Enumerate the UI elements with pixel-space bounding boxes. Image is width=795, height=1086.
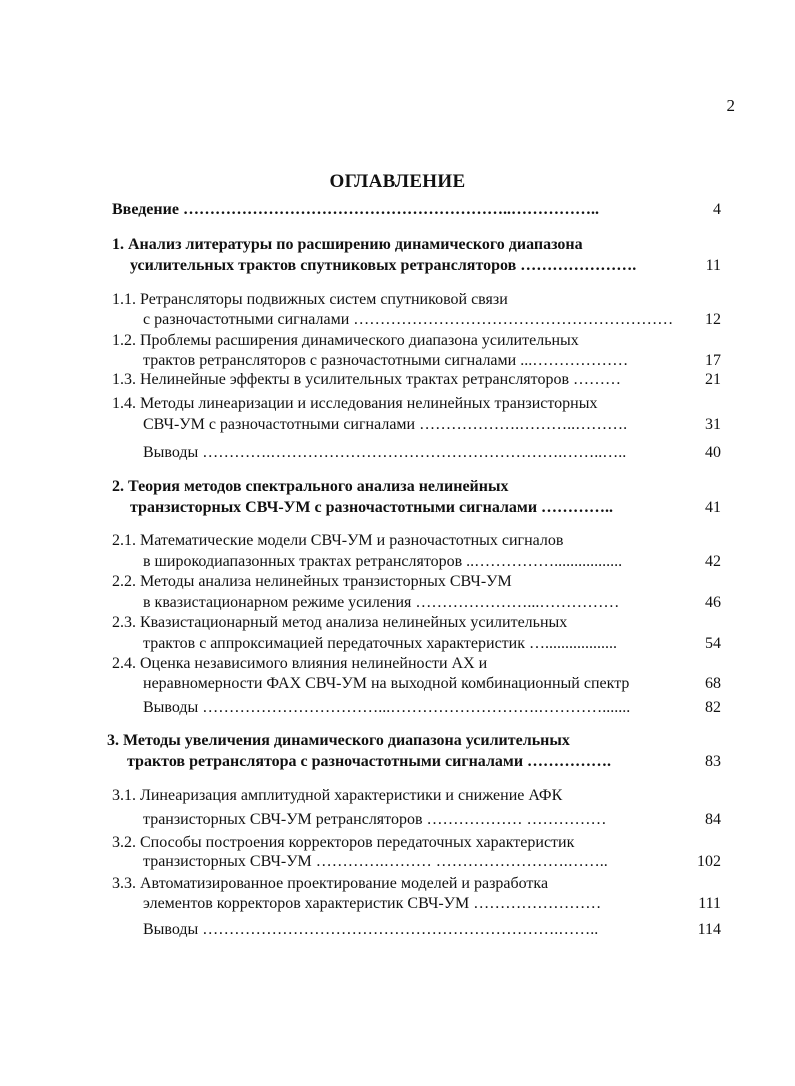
toc-page-number: 4 bbox=[713, 201, 721, 218]
toc-page-number: 102 bbox=[697, 853, 721, 870]
toc-entry-line: транзисторных СВЧ-УМ с разночастотными сигналами ………….. bbox=[130, 499, 614, 516]
toc-page-number: 114 bbox=[697, 921, 721, 938]
toc-page-number: 54 bbox=[705, 635, 721, 652]
toc-entry-line: с разночастотными сигналами …………………………………………………… bbox=[143, 311, 674, 328]
toc-page-number: 84 bbox=[705, 811, 721, 828]
toc-entry-line: транзисторных СВЧ-УМ ………….……… …………………….…….. bbox=[143, 853, 608, 870]
toc-entry-line: в широкодиапазонных трактах ретрансляторов ..……………................. bbox=[143, 553, 623, 570]
toc-page-number: 68 bbox=[705, 675, 721, 692]
toc-entry-line: 3.3. Автоматизированное проектирование моделей и разработка bbox=[112, 875, 549, 892]
toc-page-number: 11 bbox=[705, 257, 721, 274]
toc-page-number: 17 bbox=[705, 352, 721, 369]
toc-page-number: 40 bbox=[705, 444, 721, 461]
toc-entry-line: 3. Методы увеличения динамического диапазона усилительных bbox=[107, 732, 570, 749]
toc-entry-line: трактов с аппроксимацией передаточных характеристик ….................. bbox=[143, 635, 617, 652]
toc-entry-line: элементов корректоров характеристик СВЧ-УМ …………………… bbox=[143, 895, 602, 912]
toc-entry-line: Выводы ………………………………………………………….…….. bbox=[143, 921, 599, 938]
toc-entry-line: Введение ……………………………………………………..…………….. bbox=[112, 201, 599, 218]
toc-entry-line: 2.1. Математические модели СВЧ-УМ и разночастотных сигналов bbox=[112, 532, 564, 549]
toc-entry-line: Выводы ………….……………………………………………….……..….. bbox=[143, 444, 627, 461]
toc-page-number: 83 bbox=[705, 753, 721, 770]
toc-page-number: 12 bbox=[705, 311, 721, 328]
toc-entry-line: СВЧ-УМ с разночастотными сигналами ……………….………..………. bbox=[143, 416, 628, 433]
toc-entry-line: 3.1. Линеаризация амплитудной характеристики и снижение АФК bbox=[112, 787, 563, 804]
toc-entry-line: 1.4. Методы линеаризации и исследования нелинейных транзисторных bbox=[112, 395, 598, 412]
toc-page-number: 42 bbox=[705, 553, 721, 570]
toc-page-number: 31 bbox=[705, 416, 721, 433]
toc-page-number: 21 bbox=[705, 371, 721, 388]
toc-entry-line: 2.4. Оценка независимого влияния нелинейности АХ и bbox=[112, 655, 488, 672]
toc-entry-line: 1.2. Проблемы расширения динамического диапазона усилительных bbox=[112, 332, 579, 349]
toc-entry-line: 2. Теория методов спектрального анализа нелинейных bbox=[112, 478, 509, 495]
toc-entry-line: неравномерности ФАХ СВЧ-УМ на выходной комбинационный спектр bbox=[143, 675, 630, 692]
toc-entry-line: усилительных трактов спутниковых ретрансляторов …………………. bbox=[130, 257, 637, 274]
toc-entry-line: трактов ретранслятора с разночастотными сигналами ……………. bbox=[127, 753, 612, 770]
toc-entry-line: трактов ретрансляторов с разночастотными сигналами ...……………… bbox=[143, 352, 629, 369]
toc-entry-line: Выводы ……………………………...……………………….…………....... bbox=[143, 699, 631, 716]
toc-entry-line: 1. Анализ литературы по расширению динамического диапазона bbox=[112, 236, 583, 253]
toc-entry-line: 1.1. Ретрансляторы подвижных систем спутниковой связи bbox=[112, 291, 508, 308]
toc-page-number: 46 bbox=[705, 594, 721, 611]
toc-entry-line: 1.3. Нелинейные эффекты в усилительных трактах ретрансляторов ……… bbox=[112, 371, 621, 388]
toc-entry-line: 2.3. Квазистационарный метод анализа нелинейных усилительных bbox=[112, 614, 568, 631]
toc-entry-line: 3.2. Способы построения корректоров передаточных характеристик bbox=[112, 834, 575, 851]
toc-entry-line: 2.2. Методы анализа нелинейных транзисторных СВЧ-УМ bbox=[112, 573, 512, 590]
toc-page-number: 111 bbox=[698, 895, 721, 912]
toc-title: ОГЛАВЛЕНИЕ bbox=[329, 171, 466, 192]
toc-page-number: 82 bbox=[705, 699, 721, 716]
toc-entry-line: транзисторных СВЧ-УМ ретрансляторов ……………… …………… bbox=[143, 811, 607, 828]
toc-entry-line: в квазистационарном режиме усиления …………………...…………… bbox=[143, 594, 620, 611]
page-number: 2 bbox=[726, 96, 735, 115]
toc-page-number: 41 bbox=[705, 499, 721, 516]
